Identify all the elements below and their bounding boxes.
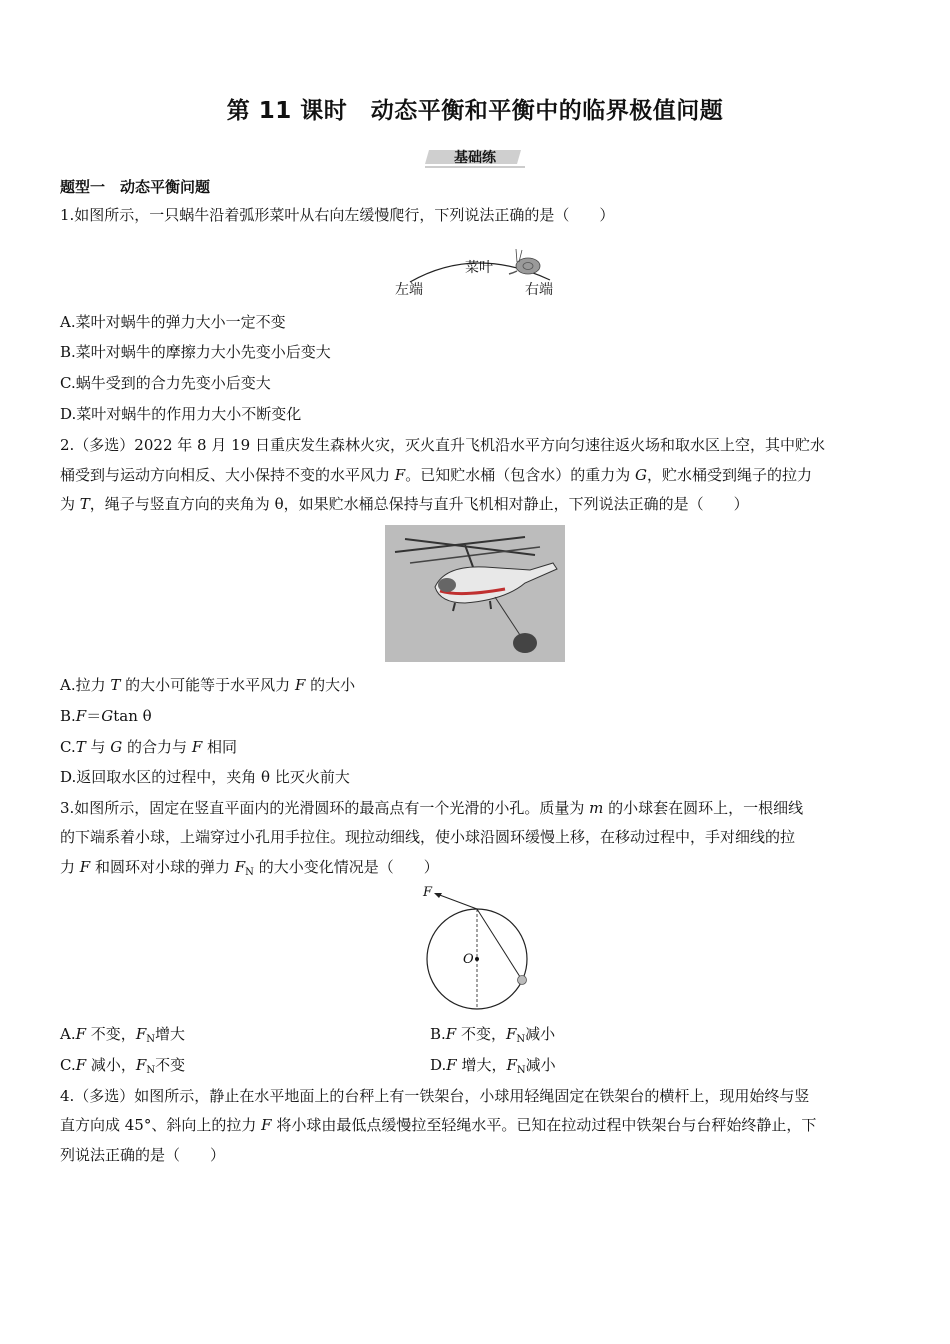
q1-label-right: 右端	[525, 282, 553, 298]
q3-option-d: D.F 增大，$F_N$减小	[430, 1056, 556, 1076]
q2-option-c: C.T 与 G 的合力与 F 相同	[60, 738, 238, 756]
q4-stem-line2: 直方向成 45°、斜向上的拉力 F 将小球由最低点缓慢拉至轻绳水平。已知在拉动过程中铁架台与台秤始终静止，下	[60, 1116, 817, 1134]
q2-stem-line2: 桶受到与运动方向相反、大小保持不变的水平风力 F。已知贮水桶（包含水）的重力为 G，贮水桶受到绳子的拉力	[60, 466, 812, 484]
q3-stem-line3: 力 F 和圆环对小球的弹力 $F_N$ 的大小变化情况是（ ）	[60, 858, 439, 878]
page-title: 第 11 课时 动态平衡和平衡中的临界极值问题	[226, 98, 724, 124]
q1-option-b: B.菜叶对蜗牛的摩擦力大小先变小后变大	[60, 343, 331, 361]
q1-option-a: A.菜叶对蜗牛的弹力大小一定不变	[60, 313, 286, 331]
q1-stem: 1.如图所示，一只蜗牛沿着弧形菜叶从右向左缓慢爬行，下列说法正确的是（ ）	[60, 206, 615, 224]
section-heading: 题型一 动态平衡问题	[60, 178, 211, 196]
q1-label-left: 左端	[395, 282, 423, 298]
q3-option-c: C.F 减小，$F_N$不变	[60, 1056, 186, 1076]
q2-option-d: D.返回取水区的过程中，夹角 θ 比灭火前大	[60, 768, 350, 786]
q3-label-center: O	[463, 952, 474, 967]
q2-option-a: A.拉力 T 的大小可能等于水平风力 F 的大小	[60, 676, 356, 694]
q4-stem-line3: 列说法正确的是（ ）	[60, 1146, 226, 1164]
q2-stem-line1: 2.（多选）2022 年 8 月 19 日重庆发生森林火灾，灭火直升飞机沿水平方向匀速往返火场和取水区上空，其中贮水	[60, 436, 825, 454]
q3-stem-line1: 3.如图所示，固定在竖直平面内的光滑圆环的最高点有一个光滑的小孔。质量为 m 的小球套在圆环上，一根细线	[60, 799, 804, 817]
q3-label-force: F	[423, 885, 433, 900]
q3-stem-line2: 的下端系着小球，上端穿过小孔用手拉住。现拉动细线，使小球沿圆环缓慢上移，在移动过程中，手对细线的拉	[60, 828, 796, 846]
q1-option-c: C.蜗牛受到的合力先变小后变大	[60, 374, 271, 392]
q2-stem-line3: 为 T，绳子与竖直方向的夹角为 θ，如果贮水桶总保持与直升飞机相对静止，下列说法正确的是（ ）	[60, 495, 749, 513]
helicopter-photo	[385, 525, 565, 662]
q3-option-a: A.F 不变，$F_N$增大	[60, 1025, 185, 1045]
q2-option-b: B.F＝Gtan θ	[60, 707, 152, 725]
q3-ring-figure	[415, 880, 545, 1015]
q1-label-leaf: 菜叶	[465, 260, 493, 276]
q3-option-b: B.F 不变，$F_N$减小	[430, 1025, 556, 1045]
q4-stem-line1: 4.（多选）如图所示，静止在水平地面上的台秤上有一铁架台，小球用轻绳固定在铁架台的横杆上，现用始终与竖	[60, 1087, 810, 1105]
badge-label: 基础练	[454, 150, 496, 166]
q1-option-d: D.菜叶对蜗牛的作用力大小不断变化	[60, 405, 302, 423]
